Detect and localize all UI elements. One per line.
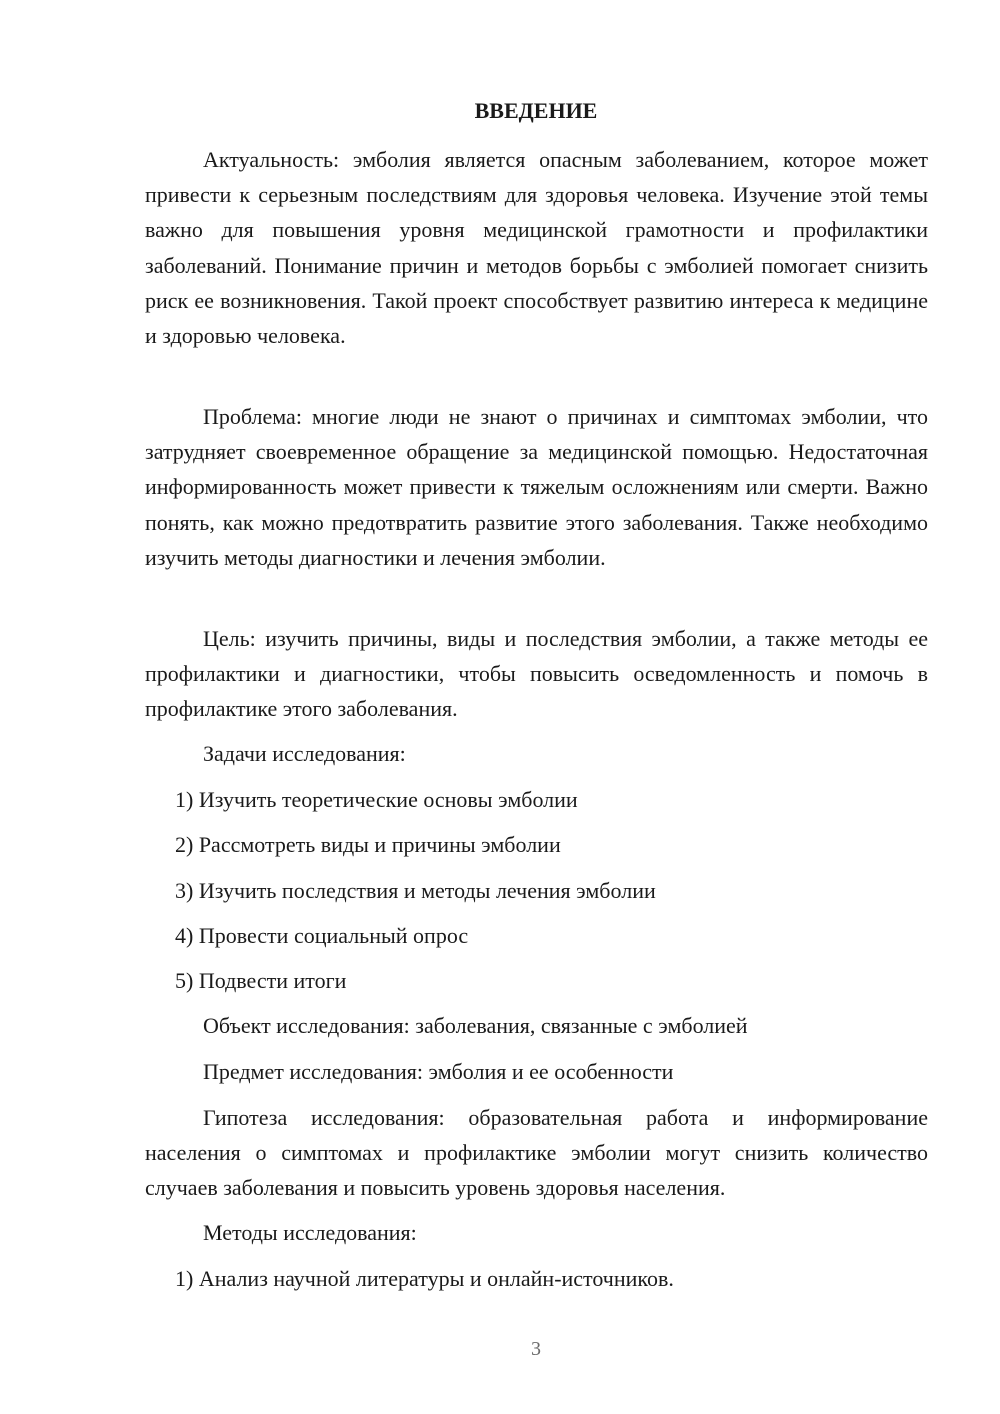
task-item: 2) Рассмотреть виды и причины эмболии bbox=[175, 832, 561, 857]
tasks-heading: Задачи исследования: bbox=[203, 741, 406, 766]
problem-paragraph: Проблема: многие люди не знают о причинах и симптомах эмболии, что затрудняет своевременное обращение за медицинской помощью. Недостаточная информированность может привести к тяжелым осложнениям или смерти. Важно понять, как можно предотвратить развитие этого заболевания. Также необходимо изучить методы диагностики и лечения эмболии. bbox=[145, 404, 928, 570]
relevance-paragraph: Актуальность: эмболия является опасным заболеванием, которое может привести к серьезным последствиям для здоровья человека. Изучение этой темы важно для повышения уровня медицинской грамотности и профилактики заболеваний. Понимание причин и методов борьбы с эмболией помогает снизить риск ее возникновения. Такой проект способствует развитию интереса к медицине и здоровью человека. bbox=[145, 147, 928, 349]
research-object: Объект исследования: заболевания, связанные с эмболией bbox=[203, 1013, 748, 1038]
hypothesis-paragraph: Гипотеза исследования: образовательная работа и информирование населения о симптомах и профилактике эмболии могут снизить количество случаев заболевания и повысить уровень здоровья населения. bbox=[145, 1105, 928, 1201]
method-item: 1) Анализ научной литературы и онлайн-источников. bbox=[175, 1266, 674, 1291]
methods-heading: Методы исследования: bbox=[203, 1220, 417, 1245]
section-heading: ВВЕДЕНИЕ bbox=[474, 98, 598, 123]
goal-paragraph: Цель: изучить причины, виды и последствия эмболии, а также методы ее профилактики и диагностики, чтобы повысить осведомленность и помочь в профилактике этого заболевания. bbox=[145, 626, 928, 722]
research-subject: Предмет исследования: эмболия и ее особенности bbox=[203, 1059, 674, 1084]
page-number: 3 bbox=[531, 1338, 541, 1360]
task-item: 4) Провести социальный опрос bbox=[175, 923, 469, 948]
task-item: 3) Изучить последствия и методы лечения эмболии bbox=[175, 878, 656, 903]
task-item: 5) Подвести итоги bbox=[175, 968, 347, 993]
task-item: 1) Изучить теоретические основы эмболии bbox=[175, 787, 578, 812]
